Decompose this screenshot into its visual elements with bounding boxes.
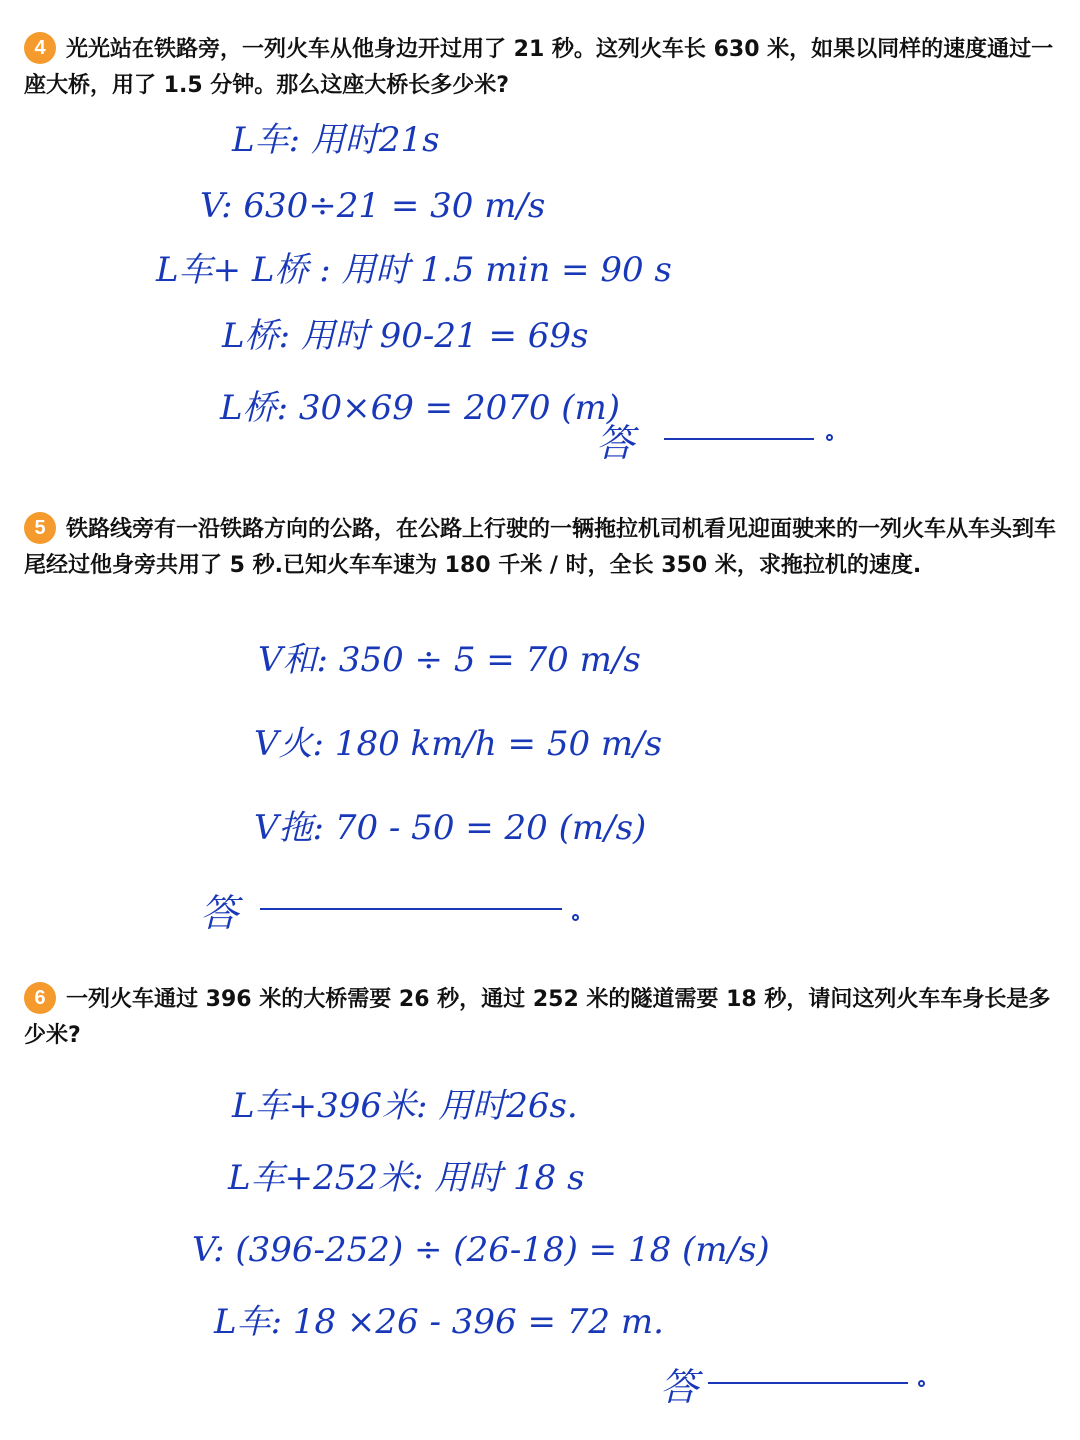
answer-blank [260, 908, 562, 910]
problem-number-badge: 5 [24, 512, 56, 544]
problem-text: 一列火车通过 396 米的大桥需要 26 秒，通过 252 米的隧道需要 18 秒，请问这列火车车身长是多少米? [24, 987, 1051, 1048]
problem-text: 光光站在铁路旁，一列火车从他身边开过用了 21 秒。这列火车长 630 米，如果以同样的速度通过一座大桥，用了 1.5 分钟。那么这座大桥长多少米? [24, 37, 1054, 98]
work-line: V和: 350 ÷ 5 = 70 m/s [258, 640, 641, 680]
problem-text: 铁路线旁有一沿铁路方向的公路，在公路上行驶的一辆拖拉机司机看见迎面驶来的一列火车从车头到车尾经过他身旁共用了 5 秒.已知火车车速为 180 千米 / 时，全长 350 米，求拖拉机的速度. [24, 517, 1057, 578]
work-line: V拖: 70 - 50 = 20 (m/s) [254, 808, 647, 848]
work-line: L桥: 30×69 = 2070 (m) [220, 388, 621, 428]
answer-blank [708, 1382, 908, 1384]
answer-blank [664, 438, 814, 440]
problem-4 [24, 32, 1060, 104]
work-line: L车+ L桥 : 用时 1.5 min = 90 s [156, 250, 672, 290]
work-line: L车: 用时21s [232, 120, 440, 160]
work-line: L车: 18 ×26 - 396 = 72 m. [214, 1302, 664, 1342]
problem-5 [24, 512, 1060, 584]
work-line: L车+396米: 用时26s. [232, 1086, 578, 1126]
answer-period [572, 914, 579, 921]
answer-label: 答 [596, 421, 635, 465]
answer-period [918, 1380, 925, 1387]
problem-number-badge: 4 [24, 32, 56, 64]
work-line: L桥: 用时 90-21 = 69s [222, 316, 589, 356]
answer-label: 答 [660, 1365, 699, 1409]
answer-label: 答 [200, 891, 239, 935]
problem-6 [24, 982, 1060, 1054]
problem-number-badge: 6 [24, 982, 56, 1014]
work-line: L车+252米: 用时 18 s [228, 1158, 585, 1198]
answer-period [826, 434, 833, 441]
work-line: V火: 180 km/h = 50 m/s [254, 724, 663, 764]
work-line: V: (396-252) ÷ (26-18) = 18 (m/s) [192, 1230, 770, 1270]
work-line: V: 630÷21 = 30 m/s [200, 186, 546, 226]
